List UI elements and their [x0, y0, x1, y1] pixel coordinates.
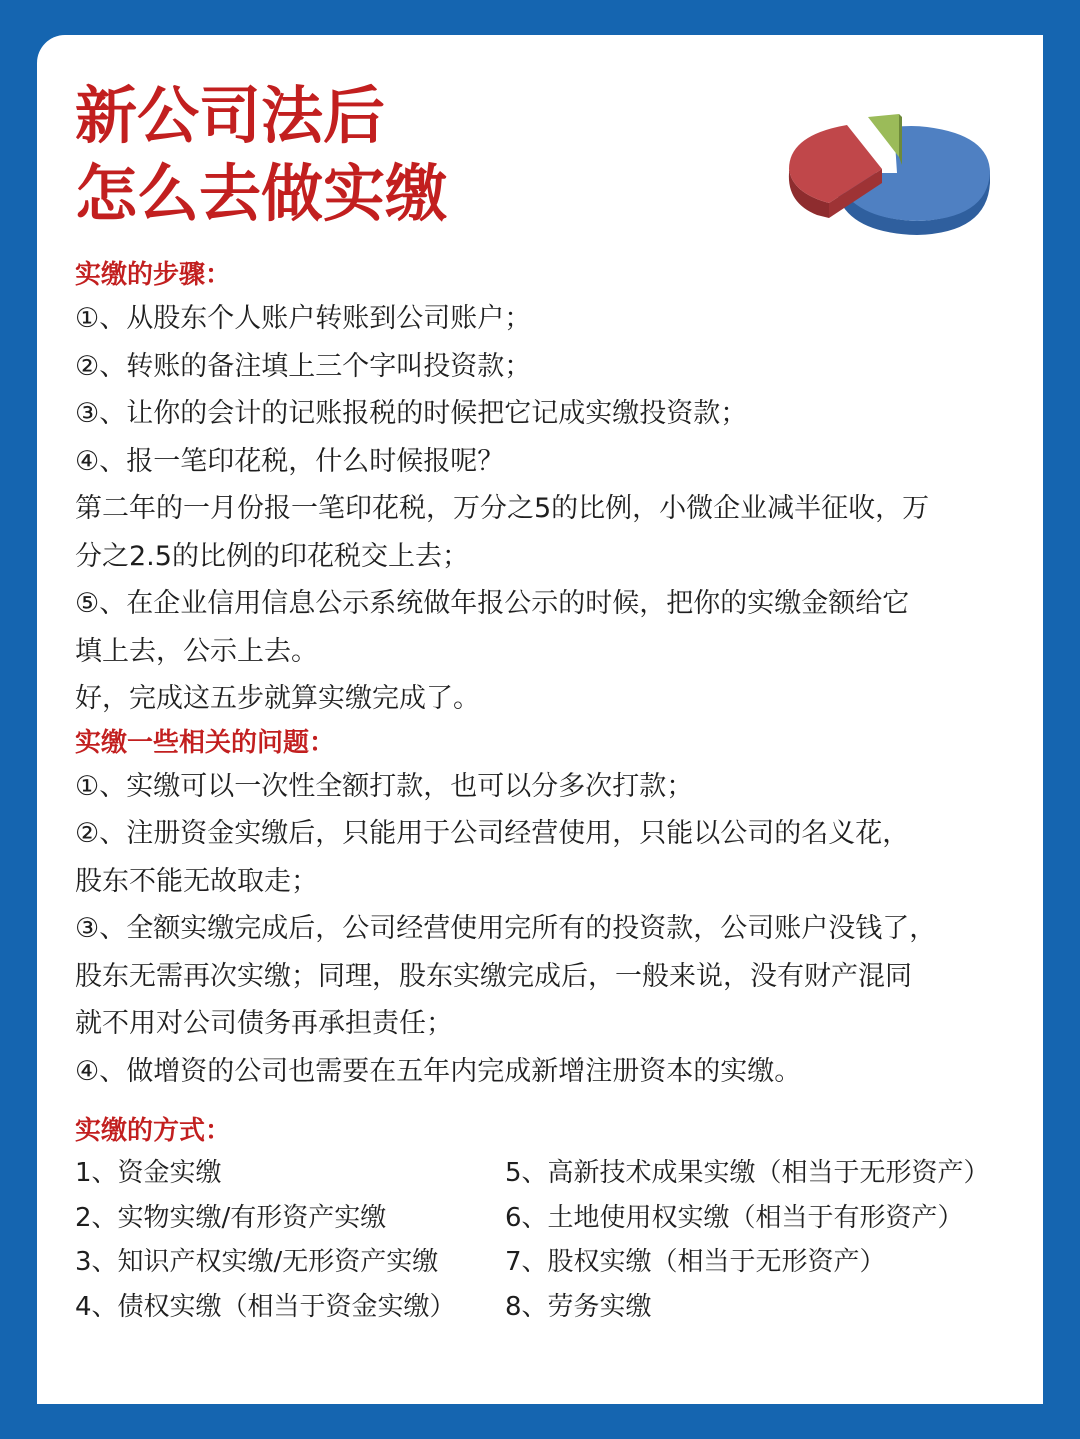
method-item: 8、劳务实缴: [505, 1291, 652, 1322]
method-item: 7、股权实缴（相当于无形资产）: [505, 1247, 886, 1277]
questions-line: 就不用对公司债务再承担责任；: [75, 1008, 453, 1039]
questions-line: ④、做增资的公司也需要在五年内完成新增注册资本的实缴。: [75, 1055, 802, 1087]
method-item: 5、高新技术成果实缴（相当于无形资产）: [505, 1158, 990, 1188]
steps-line: ②、转账的备注填上三个字叫投资款；: [75, 350, 532, 382]
pie-slice-green: [868, 114, 899, 157]
title-line-2: 怎么去做实缴: [75, 157, 448, 230]
methods-heading: 实缴的方式：: [75, 1116, 232, 1146]
steps-line: 分之2.5的比例的印花税交上去；: [75, 540, 469, 572]
method-item: 4、债权实缴（相当于资金实缴）: [75, 1291, 456, 1322]
steps-heading: 实缴的步骤：: [75, 260, 232, 290]
steps-line: 好，完成这五步就算实缴完成了。: [75, 683, 480, 714]
questions-line: 股东不能无故取走；: [75, 865, 318, 897]
questions-line: ③、全额实缴完成后，公司经营使用完所有的投资款，公司账户没钱了，: [75, 913, 937, 944]
steps-line: ①、从股东个人账户转账到公司账户；: [75, 303, 532, 334]
pie-chart-illustration: [747, 73, 997, 243]
questions-line: ①、实缴可以一次性全额打款，也可以分多次打款；: [75, 770, 694, 802]
questions-line: 股东无需再次实缴；同理，股东实缴完成后，一般来说，没有财产混同: [75, 960, 912, 992]
method-item: 2、实物实缴/有形资产实缴: [75, 1202, 387, 1233]
article-body: [75, 255, 1020, 1329]
method-item: 3、知识产权实缴/无形资产实缴: [75, 1247, 439, 1277]
steps-line: ④、报一笔印花税，什么时候报呢？: [75, 445, 505, 477]
steps-line: 第二年的一月份报一笔印花税，万分之5的比例，小微企业减半征收，万: [75, 493, 930, 524]
method-item: 6、土地使用权实缴（相当于有形资产）: [505, 1202, 964, 1233]
pie-slice-green-side: [899, 114, 902, 165]
steps-line: ③、让你的会计的记账报税的时候把它记成实缴投资款；: [75, 398, 748, 429]
questions-line: ②、注册资金实缴后，只能用于公司经营使用，只能以公司的名义花，: [75, 818, 910, 849]
content-card: [37, 35, 1043, 1404]
method-item: 1、资金实缴: [75, 1158, 222, 1188]
title-line-1: 新公司法后: [75, 79, 386, 152]
page-title: [75, 77, 447, 233]
questions-heading: 实缴一些相关的问题：: [75, 727, 336, 758]
methods-list: [75, 1151, 1020, 1329]
steps-line: 填上去，公示上去。: [75, 635, 318, 667]
steps-line: ⑤、在企业信用信息公示系统做年报公示的时候，把你的实缴金额给它: [75, 588, 910, 619]
